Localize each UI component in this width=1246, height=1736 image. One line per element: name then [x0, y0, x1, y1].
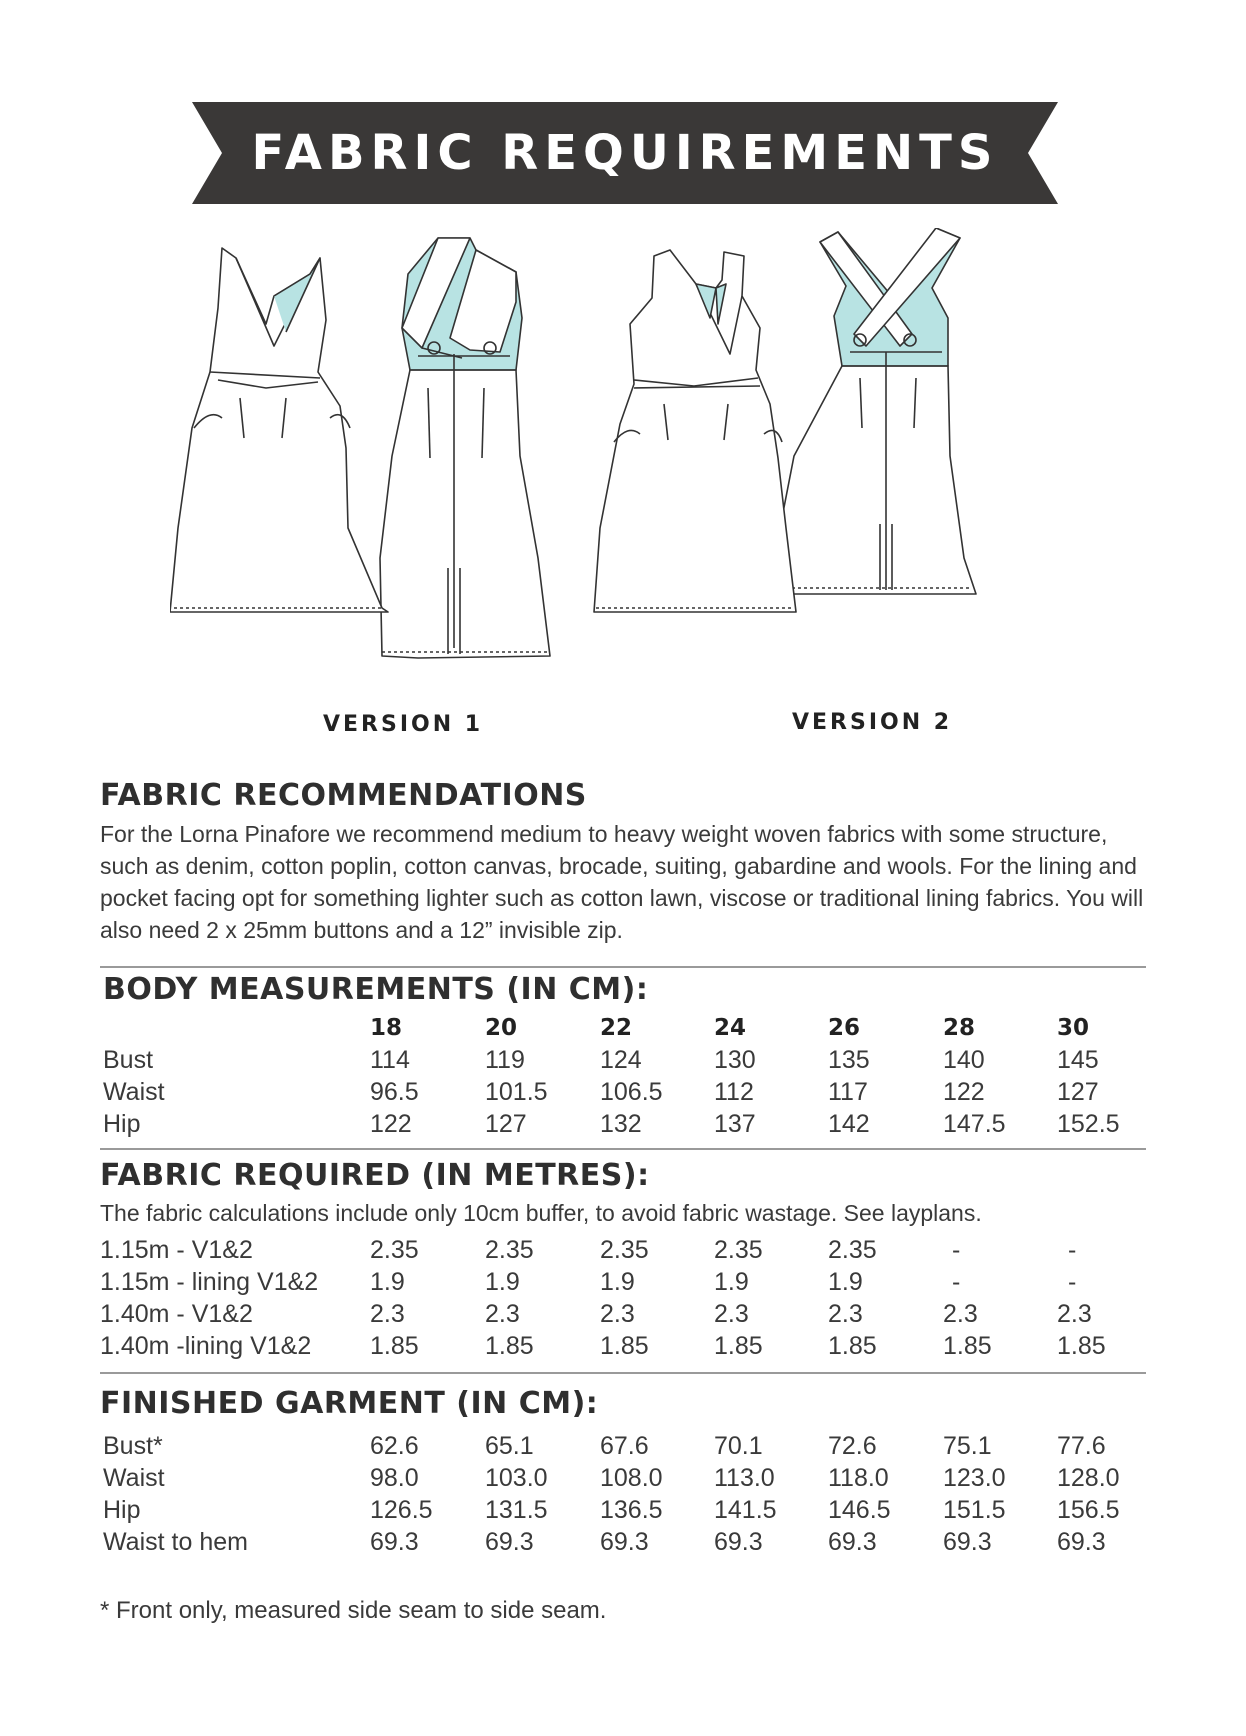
row-label: Waist to hem [103, 1528, 248, 1556]
recommendations-title: FABRIC RECOMMENDATIONS [100, 778, 587, 813]
recommendations-line: pocket facing opt for something lighter such as cotton lawn, viscose or traditional lining fabrics. You will [100, 885, 1144, 911]
garment-illustrations [170, 228, 1090, 698]
table-cell: 69.3 [714, 1528, 763, 1556]
size-header: 22 [600, 1015, 633, 1041]
table-cell: 1.85 [1057, 1332, 1106, 1360]
table-cell: 62.6 [370, 1432, 419, 1460]
table-cell: 123.0 [943, 1464, 1006, 1492]
table-cell: 1.85 [600, 1332, 649, 1360]
table-cell: 65.1 [485, 1432, 534, 1460]
table-cell: 2.35 [714, 1236, 763, 1264]
table-cell: 2.35 [600, 1236, 649, 1264]
table-cell: 140 [943, 1046, 985, 1074]
table-cell: 132 [600, 1110, 642, 1138]
table-row [100, 1266, 1180, 1298]
row-label: 1.40m - V1&2 [100, 1300, 253, 1328]
table-cell: 2.3 [370, 1300, 405, 1328]
table-cell: 98.0 [370, 1464, 419, 1492]
table-cell: 2.3 [600, 1300, 635, 1328]
table-cell: 128.0 [1057, 1464, 1120, 1492]
table-cell: 69.3 [600, 1528, 649, 1556]
version2-back-drawing [780, 228, 976, 594]
size-header: 24 [714, 1015, 747, 1041]
recommendations-text [100, 818, 1160, 946]
table-cell: 1.85 [943, 1332, 992, 1360]
table-cell: 75.1 [943, 1432, 992, 1460]
version1-label: VERSION 1 [323, 712, 484, 737]
version2-front-drawing [594, 250, 796, 612]
table-row [100, 1108, 1180, 1140]
table-cell: 145 [1057, 1046, 1099, 1074]
table-cell: 118.0 [828, 1464, 889, 1492]
table-cell: - [952, 1236, 961, 1264]
fabric-required-note: The fabric calculations include only 10cm buffer, to avoid fabric wastage. See layplans. [100, 1200, 982, 1226]
table-cell: 77.6 [1057, 1432, 1106, 1460]
table-cell: 1.85 [714, 1332, 763, 1360]
table-cell: 67.6 [600, 1432, 649, 1460]
table-cell: 69.3 [370, 1528, 419, 1556]
fabric-required-table [100, 1234, 1180, 1362]
version1-back-drawing [380, 238, 550, 658]
row-label: 1.15m - lining V1&2 [100, 1268, 319, 1296]
table-cell: 96.5 [370, 1078, 419, 1106]
table-cell: 69.3 [1057, 1528, 1106, 1556]
body-measurements-table [100, 1012, 1180, 1140]
table-cell: 117 [828, 1078, 868, 1106]
table-cell: 108.0 [600, 1464, 663, 1492]
table-cell: 2.3 [1057, 1300, 1092, 1328]
divider [100, 1372, 1146, 1374]
size-header: 20 [485, 1015, 518, 1041]
page-title: FABRIC REQUIREMENTS [251, 125, 999, 181]
table-cell: 127 [1057, 1078, 1099, 1106]
table-cell: 2.3 [828, 1300, 863, 1328]
table-cell: 1.9 [600, 1268, 635, 1296]
table-cell: 112 [714, 1078, 754, 1106]
row-label: Hip [103, 1496, 141, 1524]
table-cell: 114 [370, 1046, 410, 1074]
table-cell: 1.85 [370, 1332, 419, 1360]
divider [100, 1148, 1146, 1150]
pinafore-flat-drawings [170, 228, 1090, 698]
table-cell: 142 [828, 1110, 870, 1138]
recommendations-line: such as denim, cotton poplin, cotton canvas, brocade, suiting, gabardine and wools. For the lining and [100, 853, 1137, 879]
table-cell: 156.5 [1057, 1496, 1120, 1524]
row-label: Waist [103, 1464, 165, 1492]
table-header-row [100, 1012, 1180, 1044]
table-cell: 126.5 [370, 1496, 433, 1524]
table-cell: 1.9 [485, 1268, 520, 1296]
table-cell: 137 [714, 1110, 756, 1138]
row-label: Waist [103, 1078, 165, 1106]
table-row [100, 1526, 1180, 1558]
version2-label: VERSION 2 [792, 710, 953, 735]
table-cell: 69.3 [485, 1528, 534, 1556]
table-row [100, 1430, 1180, 1462]
table-cell: 113.0 [714, 1464, 775, 1492]
size-header: 28 [943, 1015, 976, 1041]
table-cell: 119 [485, 1046, 525, 1074]
row-label: 1.15m - V1&2 [100, 1236, 253, 1264]
finished-garment-table [100, 1430, 1180, 1558]
body-measurements-title: BODY MEASUREMENTS (IN CM): [103, 972, 649, 1007]
row-label: Hip [103, 1110, 141, 1138]
version1-front-drawing [170, 248, 388, 612]
table-cell: 136.5 [600, 1496, 663, 1524]
table-row [100, 1234, 1180, 1266]
table-cell: 70.1 [714, 1432, 763, 1460]
table-cell: - [1068, 1268, 1077, 1296]
table-cell: 122 [370, 1110, 412, 1138]
table-cell: 2.3 [485, 1300, 520, 1328]
table-row [100, 1494, 1180, 1526]
table-cell: 2.3 [714, 1300, 749, 1328]
row-label: Bust* [103, 1432, 163, 1460]
recommendations-line: also need 2 x 25mm buttons and a 12” invisible zip. [100, 917, 623, 943]
table-cell: 2.35 [485, 1236, 534, 1264]
table-cell: 124 [600, 1046, 642, 1074]
table-cell: 69.3 [828, 1528, 877, 1556]
table-cell: 135 [828, 1046, 870, 1074]
table-row [100, 1298, 1180, 1330]
table-cell: - [1068, 1236, 1077, 1264]
table-cell: 2.35 [370, 1236, 419, 1264]
table-cell: 1.9 [714, 1268, 749, 1296]
table-cell: 101.5 [485, 1078, 548, 1106]
table-cell: 2.35 [828, 1236, 877, 1264]
table-cell: 127 [485, 1110, 527, 1138]
footnote: * Front only, measured side seam to side seam. [100, 1597, 607, 1624]
table-row [100, 1044, 1180, 1076]
size-header: 30 [1057, 1015, 1090, 1041]
size-header: 18 [370, 1015, 403, 1041]
table-row [100, 1330, 1180, 1362]
row-label: Bust [103, 1046, 154, 1074]
table-cell: 72.6 [828, 1432, 877, 1460]
table-cell: 69.3 [943, 1528, 992, 1556]
table-cell: 1.85 [828, 1332, 877, 1360]
table-cell: 130 [714, 1046, 756, 1074]
finished-garment-title: FINISHED GARMENT (IN CM): [100, 1386, 599, 1421]
table-cell: 1.85 [485, 1332, 534, 1360]
table-cell: 122 [943, 1078, 985, 1106]
table-row [100, 1462, 1180, 1494]
table-cell: 131.5 [485, 1496, 548, 1524]
table-row [100, 1076, 1180, 1108]
recommendations-line: For the Lorna Pinafore we recommend medium to heavy weight woven fabrics with some structure, [100, 821, 1108, 847]
table-cell: 151.5 [943, 1496, 1006, 1524]
divider [100, 966, 1146, 968]
table-cell: 2.3 [943, 1300, 978, 1328]
row-label: 1.40m -lining V1&2 [100, 1332, 312, 1360]
title-banner [192, 102, 1058, 204]
table-cell: 1.9 [370, 1268, 405, 1296]
fabric-required-title: FABRIC REQUIRED (IN METRES): [100, 1158, 650, 1193]
table-cell: 152.5 [1057, 1110, 1120, 1138]
size-header: 26 [828, 1015, 861, 1041]
table-cell: 106.5 [600, 1078, 663, 1106]
table-cell: 146.5 [828, 1496, 891, 1524]
table-cell: 147.5 [943, 1110, 1006, 1138]
table-cell: 1.9 [828, 1268, 863, 1296]
table-cell: - [952, 1268, 961, 1296]
table-cell: 103.0 [485, 1464, 548, 1492]
table-cell: 141.5 [714, 1496, 777, 1524]
